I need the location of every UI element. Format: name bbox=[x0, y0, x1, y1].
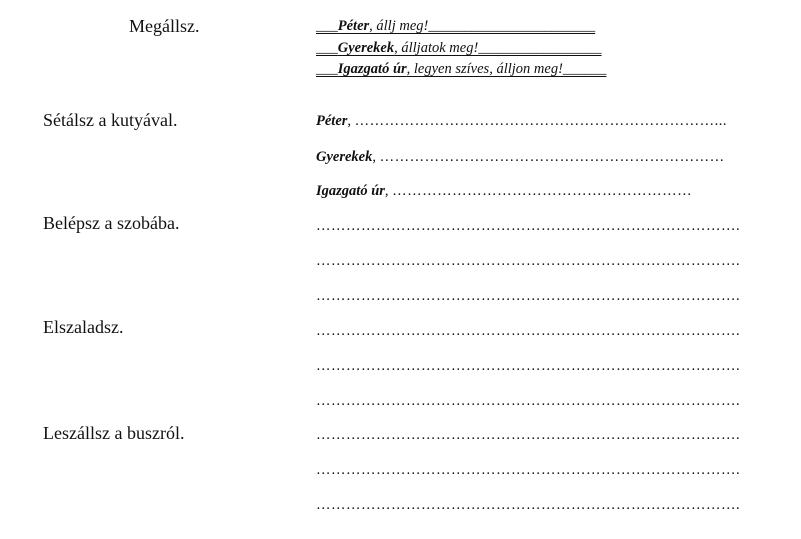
answer-line-peter[interactable]: Péter, ………………………………………………………………... bbox=[316, 113, 728, 129]
answer-line[interactable]: …………………………………………………………………………. bbox=[316, 218, 741, 234]
prompt-leszallsz: Leszállsz a buszról. bbox=[43, 423, 185, 443]
answer-line[interactable]: …………………………………………………………………………. bbox=[316, 427, 741, 443]
example-line-3: ___Igazgató úr, legyen szíves, álljon meg!______ bbox=[316, 61, 607, 77]
prompt-megallsz: Megállsz. bbox=[129, 16, 200, 36]
example-line-1: ___Péter, állj meg!_______________________ bbox=[316, 18, 596, 34]
prompt-elszaladsz: Elszaladsz. bbox=[43, 317, 124, 337]
example-line-2: ___Gyerekek, álljatok meg!_________________ bbox=[316, 40, 602, 56]
answer-line[interactable]: …………………………………………………………………………. bbox=[316, 253, 741, 269]
answer-line[interactable]: …………………………………………………………………………. bbox=[316, 358, 741, 374]
answer-line[interactable]: …………………………………………………………………………. bbox=[316, 288, 741, 304]
prompt-setalsz: Sétálsz a kutyával. bbox=[43, 110, 178, 130]
answer-line-gyerekek[interactable]: Gyerekek, …………………………………………………………… bbox=[316, 149, 725, 165]
answer-line[interactable]: …………………………………………………………………………. bbox=[316, 462, 741, 478]
answer-line[interactable]: …………………………………………………………………………. bbox=[316, 323, 741, 339]
answer-line-igazgato[interactable]: Igazgató úr, …………………………………………………… bbox=[316, 183, 693, 199]
answer-line[interactable]: …………………………………………………………………………. bbox=[316, 393, 741, 409]
answer-line[interactable]: …………………………………………………………………………. bbox=[316, 497, 741, 513]
prompt-belepsz: Belépsz a szobába. bbox=[43, 213, 180, 233]
